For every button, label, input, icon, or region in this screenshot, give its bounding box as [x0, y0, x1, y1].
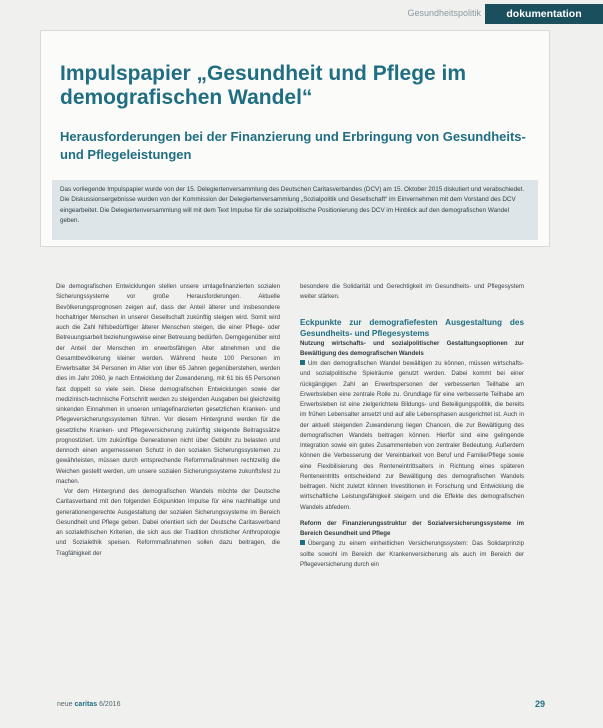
page-number: 29	[534, 699, 545, 709]
left-paragraph-1: Die demografischen Entwicklungen stellen unsere umlagefinanzierten sozialen Sicherungssysteme vor große Herausforderungen. Aktuelle Bevölkerungsprognosen zeigen auf, dass der Anteil älterer und insbesondere hochaltriger Menschen in unserer Gesellschaft zukünftig steigen wird. Somit wird auch die Zahl hilfsbedürftiger älterer Menschen steigen, die einer Pflege- oder Betreuungsarbeit beziehungsweise einer Betreuung bedürfen. Demgegenüber wird der Anteil der Menschen im erwerbsfähigen Alter abnehmen und die Gesamtbevölkerung kleiner werden. Während heute 100 Personen im Erwerbsalter 34 Personen im Alter von über 65 Jahren gegenüberstehen, werden dies im Jahr 2060, je nach Entwicklung der Zuwanderung, mit 61 bis 65 Personen fast doppelt so viele sein. Diese demografischen Entwicklungen sowie der medizinisch-technische Fortschritt werden zu steigenden Ausgaben bei gleichzeitig sinkenden Einnahmen in unseren umlagefinanzierten gesetzlichen Kranken- und Pflegeversicherungssystemen führen. Vor diesem Hintergrund werden für die gesetzliche Kranken- und Pflegeversicherung zukünftig steigende Beitragssätze prognostiziert. Um zukünftige Generationen nicht über Gebühr zu belasten und dennoch einen angemessenen Schutz in den sozialen Sicherungssystemen zu gewährleisten, müssen durch entsprechende Reformmaßnahmen rechtzeitig die Weichen gestellt werden, um unsere sozialen Sicherungssysteme zukunftsfest zu machen.	[56, 283, 280, 485]
article-subtitle: Herausforderungen bei der Finanzierung und Erbringung von Gesundheits- und Pflegeleistungen	[60, 129, 526, 162]
bullet-square-icon	[300, 540, 305, 545]
right-paragraph-1: besondere die Solidarität und Gerechtigkeit im Gesundheits- und Pflegesystem weiter stärken.	[300, 283, 524, 301]
article-title: Impulspapier „Gesundheit und Pflege im demografischen Wandel“	[60, 62, 467, 109]
magazine-name-prefix: neue	[57, 701, 73, 708]
footer-magazine	[57, 701, 120, 708]
bullet-square-icon	[300, 360, 305, 365]
right-paragraph-3	[300, 539, 524, 570]
left-column	[56, 282, 280, 559]
right-column	[300, 282, 524, 570]
page-header	[0, 4, 603, 24]
left-paragraph-2: Vor dem Hintergrund des demografischen Wandels möchte der Deutsche Caritasverband mit den folgenden Eckpunkten Impulse für eine nachhaltige und generationengerechte Ausgestaltung der sozialen Sicherungssysteme im Bereich Gesundheit und Pflege geben. Dabei orientiert sich der Deutsche Caritasverband an sozialethischen Kriterien, die sich aus der Tradition christlicher Anthropologie und Sozialethik speisen. Reformmaßnahmen sollen dazu beitragen, die Tragfähigkeit der	[56, 488, 280, 557]
section-subheading: Nutzung wirtschafts- und sozialpolitischer Gestaltungsoptionen zur Bewältigung des demografischen Wandels	[300, 339, 524, 357]
section-heading: Eckpunkte zur demografiefesten Ausgestaltung des Gesundheits- und Pflegesystems	[300, 317, 524, 338]
section-heading-2: Reform der Finanzierungsstruktur der Sozialversicherungssysteme im Bereich Gesundheit und Pflege	[300, 519, 524, 537]
dokumentation-tab: dokumentation	[485, 4, 603, 24]
magazine-name: caritas	[74, 701, 98, 708]
intro-text: Das vorliegende Impulspapier wurde von der 15. Delegiertenversammlung des Deutschen Caritasverbandes (DCV) am 15. Oktober 2015 diskutiert und verabschiedet. Die Diskussionsergebnisse wurden von der Kommission der Delegiertenversammlung „Sozialpolitik und Gesellschaft“ im Einvernehmen mit dem Vorstand des DCV eingearbeitet. Die Delegiertenversammlung will mit dem Text Impulse für die sozialpolitische Positionierung des DCV im Hinblick auf den demografischen Wandel geben.	[60, 186, 525, 225]
issue-number: 6/2016	[99, 701, 121, 708]
right-paragraph-3-text: Übergang zu einem einheitlichen Versicherungssystem: Das Solidarprinzip sollte sowohl im Bereich der Krankenversicherung als auch im Bereich der Pflegeversicherung durch ein	[300, 540, 524, 568]
section-label: Gesundheitspolitik	[407, 8, 481, 18]
intro-box	[52, 180, 538, 240]
right-paragraph-2	[300, 359, 524, 513]
right-paragraph-2-text: Um den demografischen Wandel bewältigen zu können, müssen wirtschafts- und sozialpolitische Spielräume genutzt werden. Dabei kommt bei einer rückgängigen Zahl an Erwerbspersonen der verbesserten Teilhabe am Erwerbsleben eine zentrale Rolle zu. Grundlage für eine verbesserte Teilhabe am Erwerbsleben ist eine zielgerichtete Bildungs- und Beteiligungspolitik, die bereits im frühen Lebensalter ansetzt und auf alle Lebensphasen ausgerichtet ist. Auch in der aktuell steigenden Zuwanderung liegen Chancen, die zur Bewältigung des demografischen Wandels beitragen können. Hierfür sind eine gelingende Integration sowie ein gutes Zusammenleben von zentraler Bedeutung. Außerdem können die Verbesserung der Vereinbarkeit von Beruf und Familie/Pflege sowie eine Flexibilisierung des Renteneintrittsalters in Richtung eines späteren Renteneintritts entscheidend zur Bewältigung des demografischen Wandels beitragen. Nicht zuletzt können Investitionen in Forschung und Entwicklung die wirtschaftliche Leistungsfähigkeit steigern und die Effekte des demografischen Wandels abfedern.	[300, 360, 524, 511]
